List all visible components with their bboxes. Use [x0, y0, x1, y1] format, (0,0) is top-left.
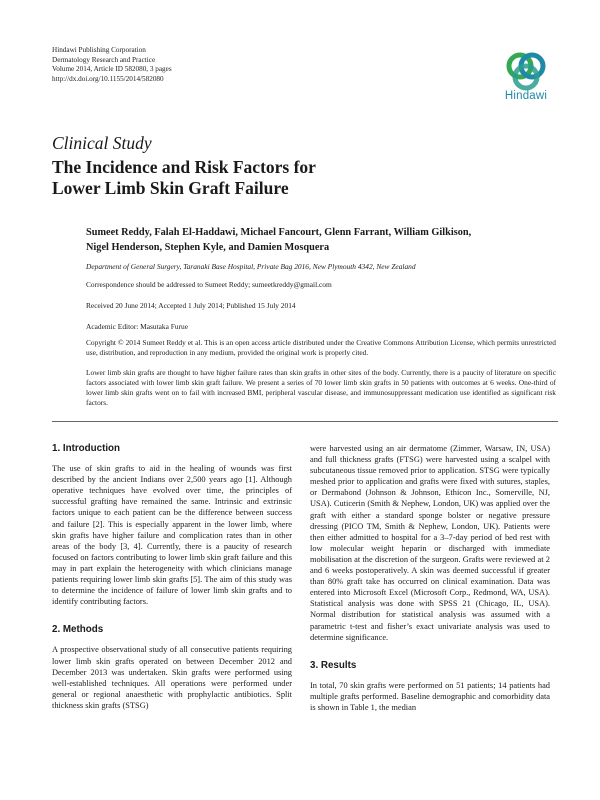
authors-line-1: Sumeet Reddy, Falah El-Haddawi, Michael Fancourt, Glenn Farrant, William Gilkison,	[86, 227, 472, 238]
introduction-heading: 1. Introduction	[52, 443, 121, 454]
publisher-name: Hindawi Publishing Corporation	[52, 46, 146, 54]
abstract: Lower limb skin grafts are thought to have higher failure rates than skin grafts in other sites of the body. Currently, there is a paucity of literature on specific factors associated with lower limb skin graft failure. We present a series of 70 lower limb skin grafts in 50 patients with outcomes at 6 weeks. One-third of lower limb skin grafts went on to fail with increased BMI, peripheral vascular disease, and immunosuppressant medication use identified as significant risk factors.	[86, 368, 556, 407]
article-title	[52, 157, 492, 199]
methods-continued-text: were harvested using an air dermatome (Zimmer, Warsaw, IN, USA) and full thickness grafts (FTSG) were harvested using a scalpel with subcutaneous tissue removed prior to application. STSG were typically meshed prior to application and grafts were fixed with sutures, staples, or Dermabond (Johnson & Johnson, Ethicon Inc., Somerville, NJ, USA). Cuticerin (Smith & Nephew, London, UK) was applied over the graft with either a standard sponge bolster or negative pressure dressing (PICO TM, Smith & Nephew, London, UK). Patients were then either admitted to hospital for a 3–7-day period of bed rest with low molecular weight heparin or discharged with immediate mobilisation at the discretion of the surgeon. Grafts were reviewed at 2 and 6 weeks postoperatively. A skin was deemed successful if greater than 80% graft take has occurred on clinical examination. Data was entered into Microsoft Excel (Microsoft Corp., Redmond, WA, USA). Statistical analysis was done with SPSS 21 (Chicago, IL, USA). Normal distribution for statistical analysis was assumed with a parametric t-test and fisher’s exact univariate analysis was used to determine significance.	[310, 444, 550, 642]
title-line-1: The Incidence and Risk Factors for	[52, 157, 316, 177]
journal-name: Dermatology Research and Practice	[52, 55, 156, 64]
hindawi-logo-text: Hindawi	[504, 90, 548, 102]
section-divider	[52, 421, 558, 422]
academic-editor: Academic Editor: Masutaka Furue	[86, 322, 189, 331]
results-heading: 3. Results	[310, 659, 357, 671]
publication-dates: Received 20 June 2014; Accepted 1 July 2014; Published 15 July 2014	[86, 301, 296, 310]
author-list	[86, 226, 556, 256]
methods-heading: 2. Methods	[52, 624, 104, 636]
affiliation: Department of General Surgery, Taranaki Base Hospital, Private Bag 2016, New Plymouth 4342, New Zealand	[86, 262, 416, 271]
title-line-2: Lower Limb Skin Graft Failure	[52, 178, 289, 198]
results-text: In total, 70 skin grafts were performed on 51 patients; 14 patients had multiple grafts performed. Baseline demographic and comorbidity data is shown in Table 1, the median	[310, 680, 550, 712]
volume-info: Volume 2014, Article ID 582080, 3 pages	[52, 65, 172, 74]
introduction-text: The use of skin grafts to aid in the healing of wounds was first described by the ancient Indians over 2,500 years ago [1]. Although operative techniques have evolved over time, the principles of successful grafting have remained the same. Intrinsic and extrinsic factors unique to each patient can be the difference between success and failure [2]. This is especially apparent in the lower limb, where skin grafts have higher failure and complication rates than in other areas of the body [3, 4]. Currently, there is a paucity of research focused on factors contributing to lower limb skin graft failure and this may in part explain the heterogeneity with which clinicians manage patients requiring lower limb skin grafts [5]. The aim of this study was to determine the incidence of failure of lower limb skin grafts and to identify contributing factors.	[52, 464, 292, 607]
correspondence: Correspondence should be addressed to Sumeet Reddy; sumeetkreddy@gmail.com	[86, 280, 332, 289]
methods-text: A prospective observational study of all consecutive patients requiring lower limb skin grafts operated on between December 2012 and December 2013 was undertaken. Skin grafts were performed using well-established techniques. All operations were performed under general or regional anaesthetic with prophylactic antibiotics. Split thickness skin grafts (STSG)	[52, 645, 292, 710]
copyright-notice: Copyright © 2014 Sumeet Reddy et al. This is an open access article distributed under the Creative Commons Attribution License, which permits unrestricted use, distribution, and reproduction in any medium, provided the original work is properly cited.	[86, 338, 556, 357]
authors-line-2: Nigel Henderson, Stephen Kyle, and Damien Mosquera	[86, 241, 330, 253]
left-column	[52, 443, 292, 711]
journal-header	[52, 46, 172, 84]
right-column	[310, 443, 550, 713]
article-type: Clinical Study	[52, 133, 152, 153]
doi-link[interactable]: http://dx.doi.org/10.1155/2014/582080	[52, 74, 164, 83]
